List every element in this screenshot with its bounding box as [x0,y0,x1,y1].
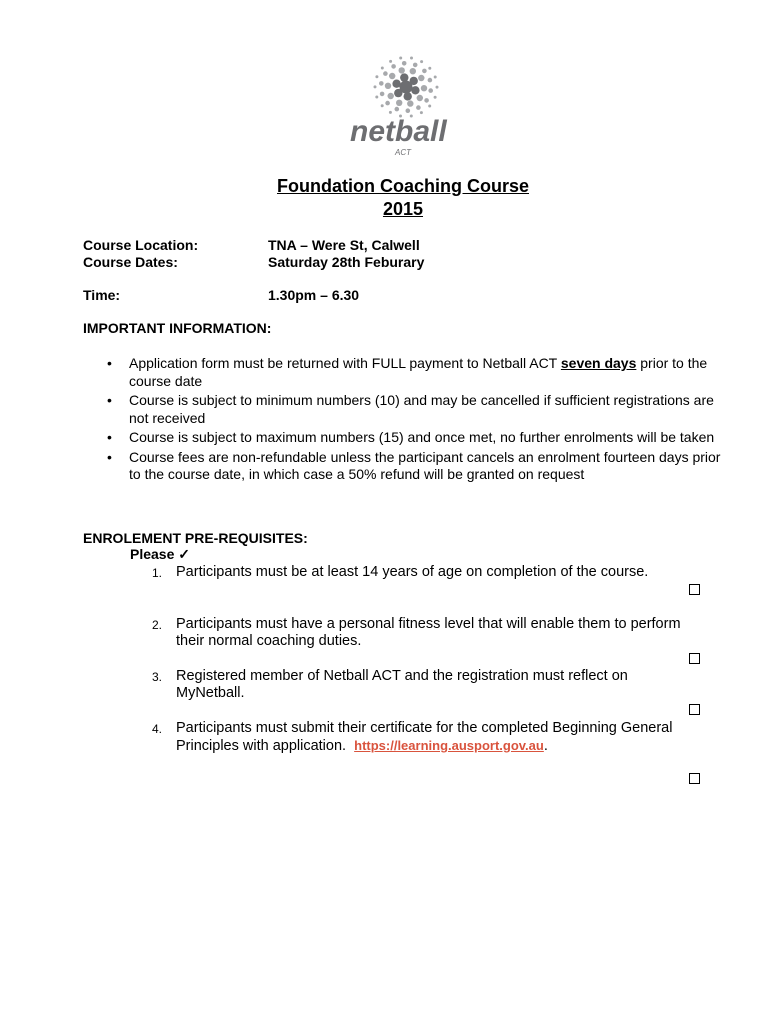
prereq-4-line-2 [176,737,548,755]
bullet-text-3: Course is subject to maximum numbers (15) and once met, no further enrolments will be taken [129,429,715,445]
logo-dot [389,60,392,63]
bullet-text-1b: prior to the course date [129,355,708,389]
title-line-2: 2015 [382,199,424,219]
time-label: Time: [83,287,121,303]
logo-dot [410,57,413,60]
logo-dot [428,105,431,108]
logo-dot [420,111,423,114]
important-heading: IMPORTANT INFORMATION: [83,320,272,336]
ausport-learning-link[interactable]: https://learning.ausport.gov.au [354,738,544,753]
logo-dot [388,93,394,99]
logo-sub: ACT [395,148,411,157]
list-item [105,449,735,484]
list-item [105,392,735,427]
logo-dot [389,111,392,114]
logo-dot [400,73,408,81]
logo-dot [434,76,437,79]
logo-dot [374,85,377,88]
logo-dot [399,57,402,60]
netball-logo-icon [340,55,470,165]
logo-dot [394,89,402,97]
list-item [105,429,735,447]
link-suffix: . [543,738,548,754]
location-value: TNA – Were St, Calwell [268,237,420,253]
prereq-4-line-2-text: Principles with application. [176,738,347,754]
logo-dot [406,108,411,113]
logo-dot [402,61,407,66]
logo-dot [434,96,437,99]
prereq-4-line-1: Participants must submit their certificate for the completed Beginning General [176,720,673,736]
logo-dot [380,92,385,97]
logo-dot [413,63,418,68]
prereq-1-line-1: Participants must be at least 14 years of age on completion of the course. [176,564,649,580]
logo-dot [396,100,402,106]
netball-act-logo [340,55,470,165]
prereq-4-checkbox[interactable] [689,773,700,784]
prereq-3-line-1: Registered member of Netball ACT and the registration must reflect on [176,668,628,684]
logo-dot [381,67,384,70]
logo-dot [424,98,429,103]
logo-dot [436,86,439,89]
logo-dot [391,64,396,69]
logo-dot [428,88,433,93]
item-number: 4. [152,722,163,736]
logo-dot [407,100,413,106]
prereq-1-checkbox[interactable] [689,584,700,595]
prereq-3-checkbox[interactable] [689,704,700,715]
item-number: 2. [152,618,163,632]
logo-dot [383,71,388,76]
logo-dot [411,86,419,94]
logo-dot [410,77,418,85]
logo-dot [375,75,378,78]
logo-dot [418,75,424,81]
logo-dot [428,67,431,70]
list-item [105,355,735,390]
bullet-text-1-emphasis: seven days [560,355,637,371]
bullet-text-2: Course is subject to minimum numbers (10) and may be cancelled if sufficient registrations are not received [129,392,714,426]
bullet-text-1a: Application form must be returned with FULL payment to Netball ACT [129,355,561,371]
prereq-heading: ENROLEMENT PRE-REQUISITES: [83,530,308,546]
logo-dot [385,101,390,106]
logo-dot [422,69,427,74]
logo-dot [385,83,391,89]
bullet-text-4: Course fees are non-refundable unless the participant cancels an enrolment fourteen days prior to the course date, in which case a 50% refund will be granted on request [129,448,721,482]
please-check-label: Please ✓ [130,546,190,562]
logo-dot [399,67,405,73]
logo-dot [404,92,412,100]
logo-dot [392,80,400,88]
location-label: Course Location: [83,237,199,253]
prereq-2-line-2: their normal coaching duties. [176,633,362,649]
bullet-icon: • [107,392,112,408]
logo-dot [421,85,427,91]
bullet-icon: • [107,355,112,371]
prereq-3-line-2: MyNetball. [176,685,245,701]
logo-dot [381,104,384,107]
prereq-2-checkbox[interactable] [689,653,700,664]
logo-dot [420,60,423,63]
item-number: 1. [152,566,163,580]
logo-dot [417,95,423,101]
dates-value: Saturday 28th Feburary [268,254,425,270]
logo-word: netball [350,115,447,148]
prereq-2-line-1: Participants must have a personal fitness level that will enable them to perform [176,616,681,632]
logo-dot [395,107,400,112]
logo-dot [416,105,421,110]
logo-dot [428,78,433,83]
important-list [105,355,735,486]
item-number: 3. [152,670,163,684]
logo-dot [389,73,395,79]
bullet-icon: • [107,429,112,445]
dates-label: Course Dates: [83,254,178,270]
bullet-icon: • [107,448,112,465]
time-value: 1.30pm – 6.30 [268,287,360,303]
logo-dot [379,81,384,86]
logo-dot [410,68,416,74]
logo-dot [375,96,378,99]
title-line-1: Foundation Coaching Course [277,176,529,196]
